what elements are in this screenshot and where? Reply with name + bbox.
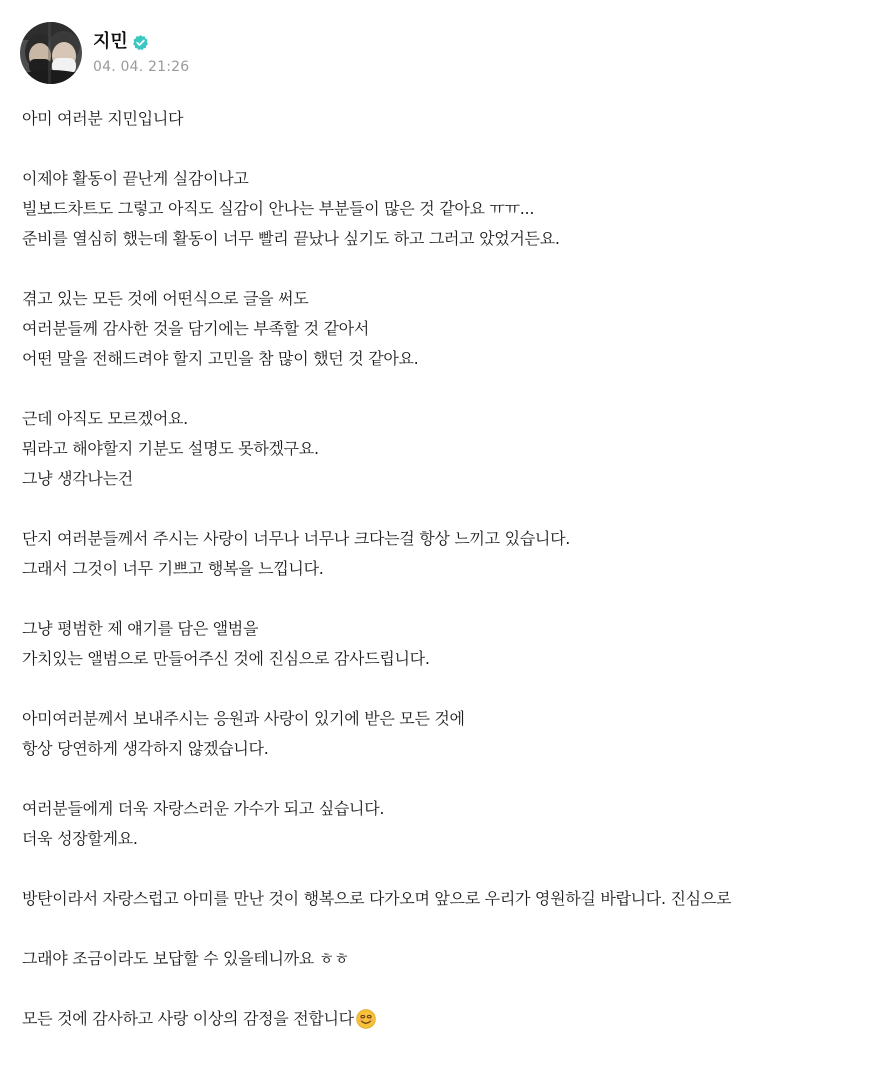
- avatar-photo: [20, 22, 82, 84]
- body-line: 아미 여러분 지민입니다: [22, 109, 184, 128]
- closing-line: [22, 1004, 872, 1034]
- body-line: 아미여러분께서 보내주시는 응원과 사랑이 있기에 받은 모든 것에: [22, 709, 465, 728]
- body-line: 빌보드차트도 그렇고 아직도 실감이 안나는 부분들이 많은 것 같아요 ㅠㅠ...: [22, 199, 535, 218]
- body-line: 항상 당연하게 생각하지 않겠습니다.: [22, 739, 269, 758]
- body-line: 가치있는 앨범으로 만들어주신 것에 진심으로 감사드립니다.: [22, 649, 430, 668]
- post-header: [20, 22, 189, 84]
- body-line: 그래야 조금이라도 보답할 수 있을테니까요 ㅎㅎ: [22, 949, 350, 968]
- author-avatar[interactable]: [20, 22, 82, 84]
- body-line: 더욱 성장할게요.: [22, 829, 138, 848]
- author-name[interactable]: 지민: [93, 31, 128, 52]
- body-line: 방탄이라서 자랑스럽고 아미를 만난 것이 행복으로 다가오며 앞으로 우리가 영원하길 바랍니다. 진심으로: [22, 889, 732, 908]
- post-meta: [93, 30, 189, 76]
- body-line: 뭐라고 해야할지 기분도 설명도 못하겠구요.: [22, 439, 319, 458]
- body-line: 그냥 생각나는건: [22, 469, 133, 488]
- body-line: 준비를 열심히 했는데 활동이 너무 빨리 끝났나 싶기도 하고 그러고 았었거든요.: [22, 229, 560, 248]
- body-line: 어떤 말을 전해드려야 할지 고민을 참 많이 했던 것 같아요.: [22, 349, 419, 368]
- body-line: 단지 여러분들께서 주시는 사랑이 너무나 너무나 크다는걸 항상 느끼고 있습니다.: [22, 529, 571, 548]
- verified-check-icon: [132, 34, 149, 51]
- post-body: [22, 104, 872, 1034]
- body-line: 그냥 평범한 제 얘기를 담은 앨범을: [22, 619, 259, 638]
- body-line: 겪고 있는 모든 것에 어떤식으로 글을 써도: [22, 289, 309, 308]
- body-line: 여러분들에게 더욱 자랑스러운 가수가 되고 싶습니다.: [22, 799, 385, 818]
- body-line: 모든 것에 감사하고 사랑 이상의 감정을 전합니다: [22, 1009, 354, 1028]
- smiling-face-icon: [356, 1009, 376, 1029]
- body-line: 그래서 그것이 너무 기쁘고 행복을 느낍니다.: [22, 559, 324, 578]
- author-row: [93, 30, 189, 54]
- post-timestamp: 04. 04. 21:26: [93, 59, 190, 75]
- body-line: 근데 아직도 모르겠어요.: [22, 409, 188, 428]
- body-line: 이제야 활동이 끝난게 실감이나고: [22, 169, 249, 188]
- body-line: 여러분들께 감사한 것을 담기에는 부족할 것 같아서: [22, 319, 369, 338]
